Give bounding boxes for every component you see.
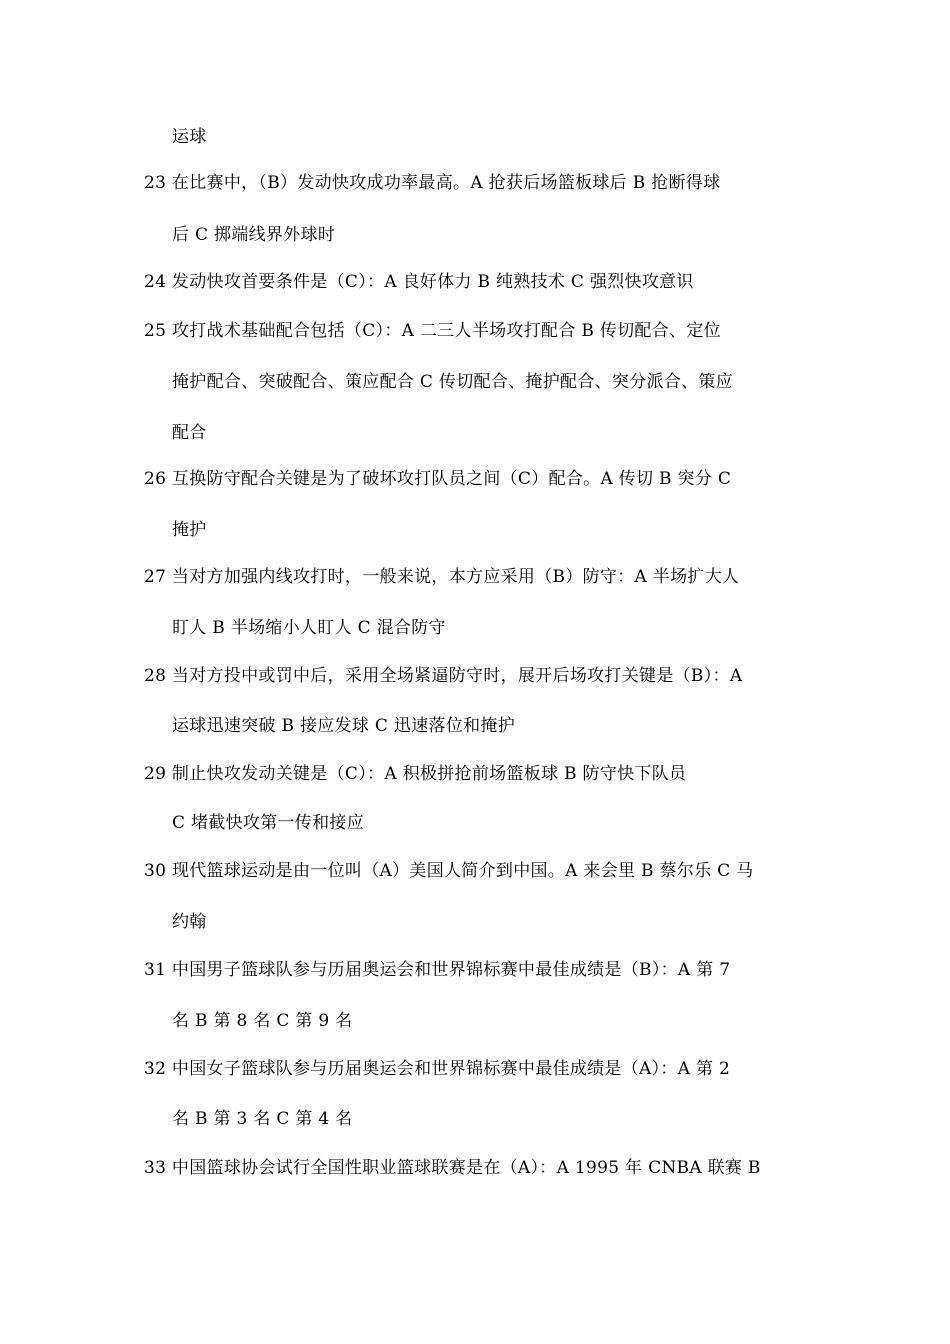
question-27: 27 当对方加强内线攻打时，一般来说，本方应采用（B）防守：A 半场扩大人 — [144, 567, 740, 587]
question-28: 28 当对方投中或罚中后，采用全场紧逼防守时，展开后场攻打关键是（B）：A — [144, 666, 743, 686]
text-line: 掩护配合、突破配合、策应配合 C 传切配合、掩护配合、突分派合、策应 — [172, 372, 734, 392]
text-line: 运球迅速突破 B 接应发球 C 迅速落位和掩护 — [172, 716, 516, 736]
question-32: 32 中国女子篮球队参与历届奥运会和世界锦标赛中最佳成绩是（A）：A 第 2 — [144, 1059, 731, 1079]
text-line: 后 C 掷端线界外球时 — [172, 225, 336, 245]
question-26: 26 互换防守配合关键是为了破坏攻打队员之间（C）配合。A 传切 B 突分 C — [144, 469, 732, 489]
text-line: 盯人 B 半场缩小人盯人 C 混合防守 — [172, 618, 446, 638]
text-line: 名 B 第 8 名 C 第 9 名 — [172, 1011, 353, 1031]
question-30: 30 现代篮球运动是由一位叫（A）美国人简介到中国。A 来会里 B 蔡尔乐 C 马 — [144, 861, 754, 881]
text-line: 名 B 第 3 名 C 第 4 名 — [172, 1109, 353, 1129]
text-line: 约翰 — [172, 912, 207, 932]
question-24: 24 发动快攻首要条件是（C）：A 良好体力 B 纯熟技术 C 强烈快攻意识 — [144, 272, 694, 292]
text-line: C 堵截快攻第一传和接应 — [172, 813, 365, 833]
text-line: 运球 — [172, 127, 207, 147]
text-line: 掩护 — [172, 520, 207, 540]
question-23: 23 在比赛中，（B）发动快攻成功率最高。A 抢获后场篮板球后 B 抢断得球 — [144, 173, 721, 193]
text-line: 配合 — [172, 423, 207, 443]
question-29: 29 制止快攻发动关键是（C）：A 积极拼抢前场篮板球 B 防守快下队员 — [144, 764, 687, 784]
question-31: 31 中国男子篮球队参与历届奥运会和世界锦标赛中最佳成绩是（B）：A 第 7 — [144, 960, 731, 980]
question-25: 25 攻打战术基础配合包括（C）：A 二三人半场攻打配合 B 传切配合、定位 — [144, 321, 721, 341]
question-33: 33 中国篮球协会试行全国性职业篮球联赛是在（A）：A 1995 年 CNBA 联赛 B — [144, 1158, 761, 1178]
